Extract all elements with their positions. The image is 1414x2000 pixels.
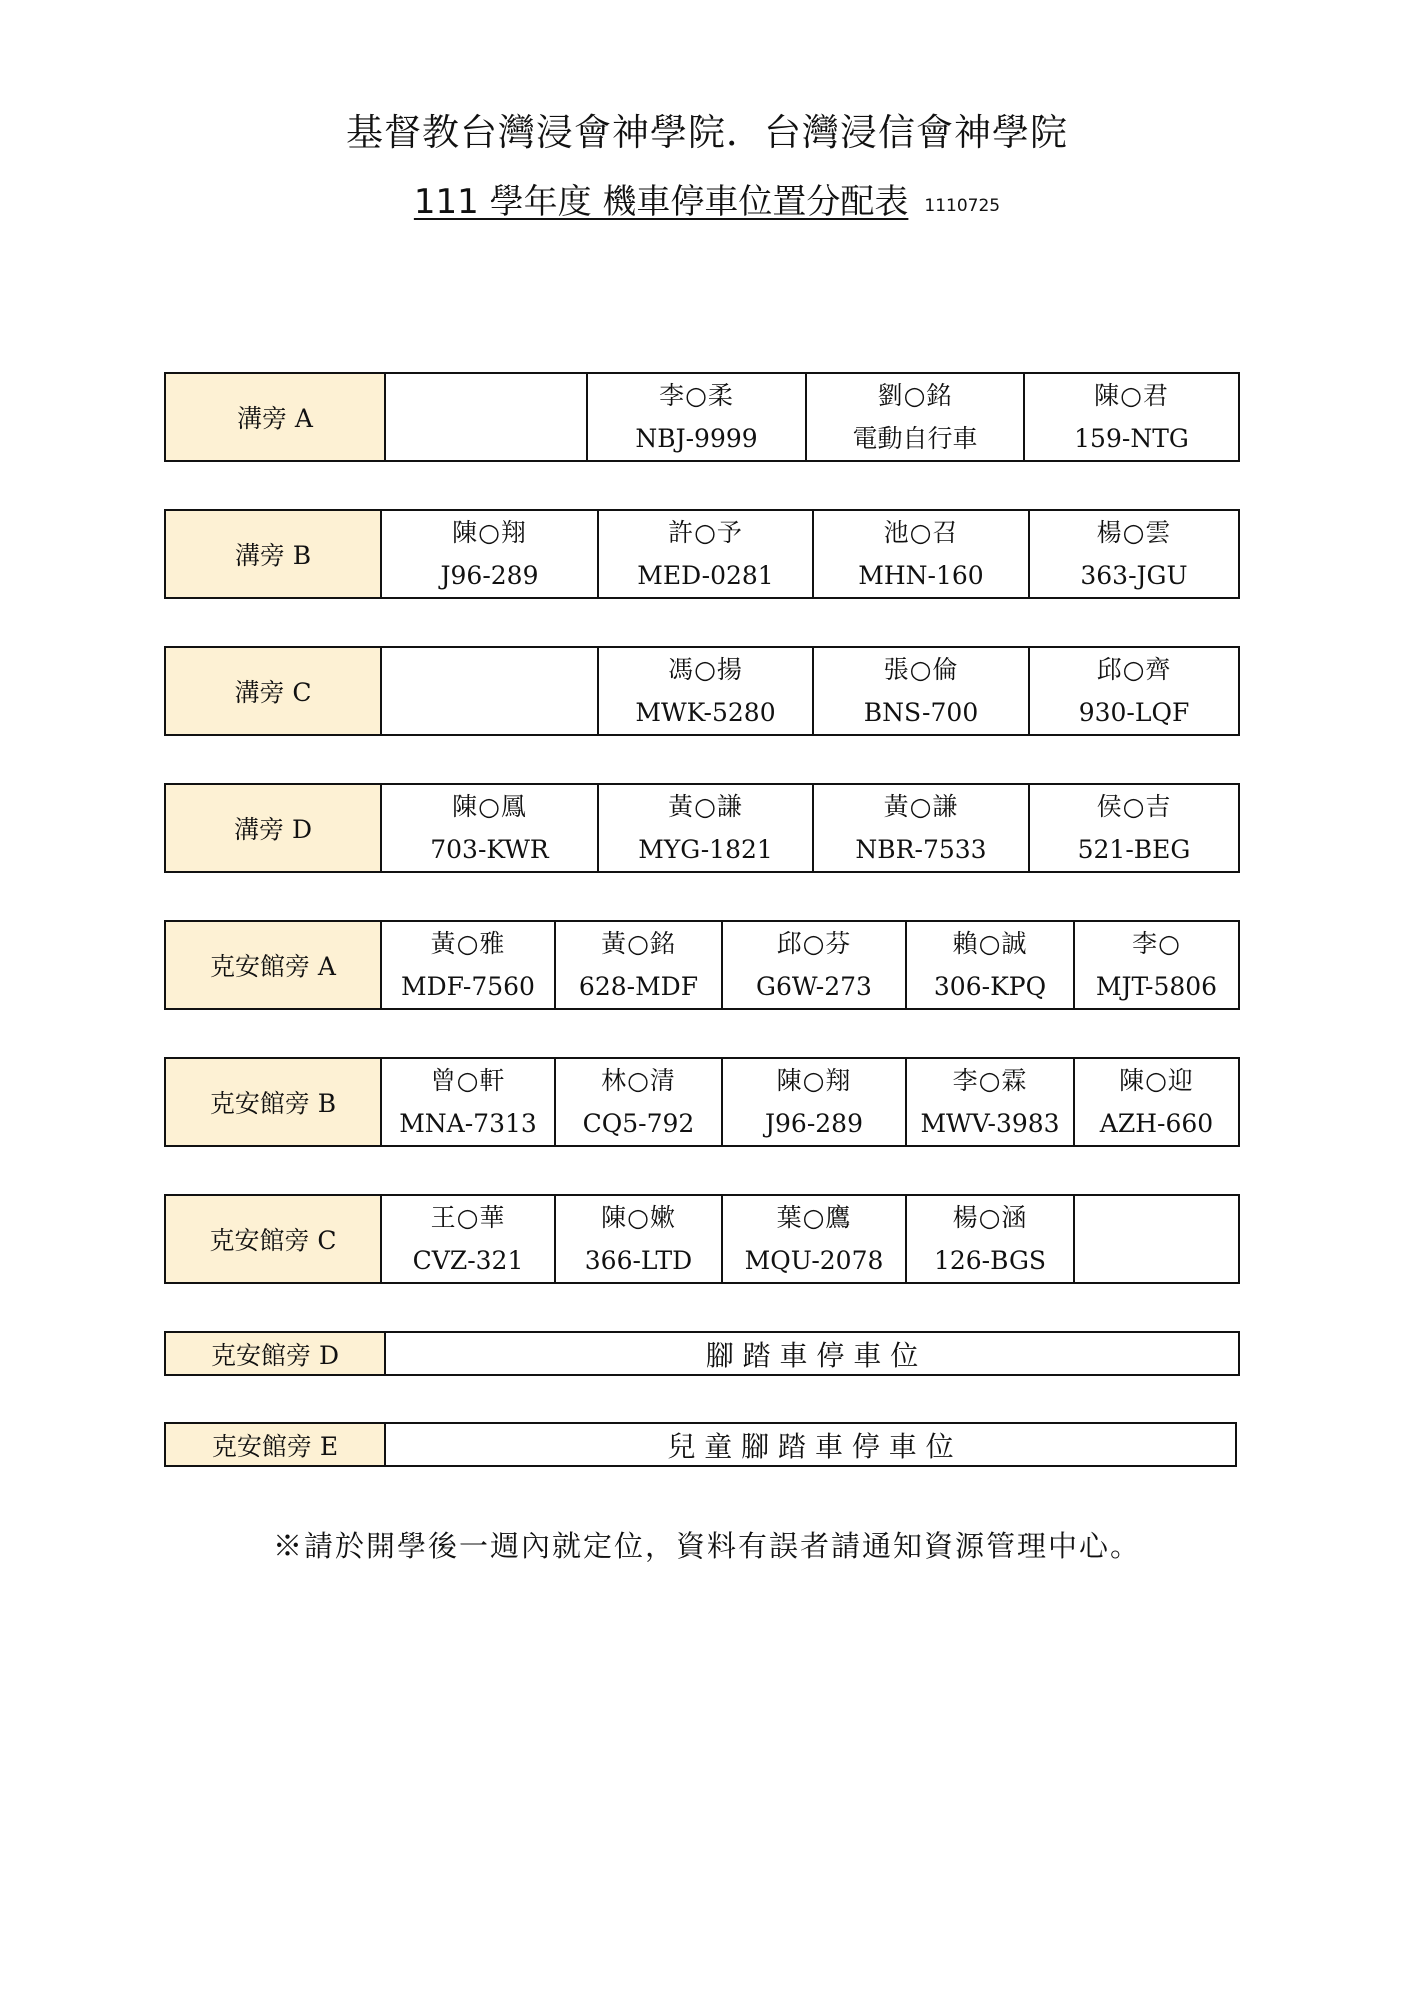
plate-number: 306-KPQ (933, 972, 1047, 1001)
row-label: 溝旁 C (166, 648, 382, 734)
parking-slot (1073, 922, 1238, 1008)
plate-number: MWK-5280 (635, 698, 776, 727)
plate-number: J96-289 (765, 1109, 863, 1138)
footnote: ※請於開學後一週內就定位，資料有誤者請通知資源管理中心。 (272, 1529, 1141, 1563)
parking-slot (554, 922, 721, 1008)
owner-name: 黃○謙 (883, 792, 959, 821)
parking-row-kean-e (164, 1422, 1237, 1467)
plate-number: NBR-7533 (855, 835, 987, 864)
parking-slot (382, 511, 597, 597)
row-label: 克安館旁 D (166, 1333, 386, 1374)
parking-slot (554, 1196, 721, 1282)
plate-number: NBJ-9999 (635, 424, 758, 453)
parking-slot (1028, 785, 1238, 871)
plate-number: 703-KWR (430, 835, 549, 864)
owner-name: 楊○涵 (952, 1203, 1028, 1232)
parking-slot (382, 785, 597, 871)
owner-name: 賴○誠 (952, 929, 1028, 958)
parking-slot (597, 648, 812, 734)
parking-row-gutter-d (164, 783, 1240, 873)
parking-slot-empty (386, 374, 586, 460)
parking-slot-empty (1073, 1196, 1238, 1282)
owner-name: 陳○翔 (776, 1066, 852, 1095)
plate-number: MQU-2078 (744, 1246, 884, 1275)
row-label: 克安館旁 C (166, 1196, 382, 1282)
plate-number: CQ5-792 (582, 1109, 695, 1138)
owner-name: 邱○齊 (1096, 655, 1172, 684)
owner-name: 黃○銘 (601, 929, 676, 958)
plate-number: MDF-7560 (401, 972, 535, 1001)
owner-name: 陳○翔 (452, 518, 527, 547)
parking-slot (382, 1196, 554, 1282)
row-label: 溝旁 A (166, 374, 386, 460)
parking-slot (812, 648, 1028, 734)
parking-row-kean-b (164, 1057, 1240, 1147)
parking-row-gutter-a (164, 372, 1240, 462)
parking-slot (721, 1059, 905, 1145)
owner-name: 許○予 (668, 518, 743, 547)
owner-name: 曾○軒 (430, 1066, 506, 1095)
document-subtitle (0, 174, 1414, 223)
plate-number: CVZ-321 (412, 1246, 524, 1275)
plate-number: MNA-7313 (399, 1109, 537, 1138)
parking-slot (1028, 511, 1238, 597)
owner-name: 李○ (1132, 929, 1181, 958)
child-bicycle-parking-label: 兒 童 腳 踏 車 停 車 位 (667, 1429, 954, 1463)
owner-name: 林○清 (601, 1066, 676, 1095)
plate-number: 電動自行車 (852, 424, 978, 453)
plate-number: G6W-273 (756, 972, 872, 1001)
parking-slot (554, 1059, 721, 1145)
parking-slot (721, 1196, 905, 1282)
plate-number: MYG-1821 (638, 835, 773, 864)
parking-slot (812, 511, 1028, 597)
plate-number: 521-BEG (1077, 835, 1191, 864)
parking-slot (905, 922, 1073, 1008)
owner-name: 陳○嫰 (601, 1203, 676, 1232)
plate-number: MHN-160 (858, 561, 984, 590)
plate-number: 159-NTG (1074, 424, 1189, 453)
parking-slot (586, 374, 805, 460)
parking-slot (382, 1059, 554, 1145)
plate-number: 366-LTD (584, 1246, 693, 1275)
revision-code: 1110725 (924, 196, 1001, 216)
owner-name: 劉○銘 (877, 381, 953, 410)
document-title: 基督教台灣浸會神學院．台灣浸信會神學院 (346, 111, 1068, 154)
bicycle-parking-label: 腳 踏 車 停 車 位 (705, 1338, 919, 1372)
owner-name: 馮○揚 (668, 655, 743, 684)
row-label: 溝旁 D (166, 785, 382, 871)
plate-number: MJT-5806 (1095, 972, 1218, 1001)
owner-name: 陳○迎 (1119, 1066, 1194, 1095)
parking-slot (905, 1196, 1073, 1282)
plate-number: MED-0281 (637, 561, 774, 590)
row-label: 溝旁 B (166, 511, 382, 597)
plate-number: 930-LQF (1078, 698, 1190, 727)
parking-row-kean-d (164, 1331, 1240, 1376)
parking-slot (597, 511, 812, 597)
parking-slot (812, 785, 1028, 871)
owner-name: 李○柔 (659, 381, 734, 410)
owner-name: 侯○吉 (1096, 792, 1172, 821)
parking-slot (1023, 374, 1238, 460)
owner-name: 楊○雲 (1096, 518, 1172, 547)
plate-number: 126-BGS (933, 1246, 1047, 1275)
owner-name: 張○倫 (883, 655, 959, 684)
parking-slot-empty (382, 648, 597, 734)
owner-name: 王○華 (430, 1203, 506, 1232)
parking-slot (1028, 648, 1238, 734)
plate-number: J96-289 (440, 561, 539, 590)
plate-number: 628-MDF (578, 972, 699, 1001)
parking-row-kean-a (164, 920, 1240, 1010)
owner-name: 黃○謙 (668, 792, 743, 821)
parking-slot (1073, 1059, 1238, 1145)
owner-name: 李○霖 (952, 1066, 1028, 1095)
parking-slot (721, 922, 905, 1008)
owner-name: 陳○君 (1094, 381, 1169, 410)
owner-name: 邱○芬 (776, 929, 852, 958)
table-title: 111 學年度 機車停車位置分配表 (413, 182, 909, 222)
parking-slot (382, 922, 554, 1008)
parking-row-kean-c (164, 1194, 1240, 1284)
plate-number: MWV-3983 (920, 1109, 1060, 1138)
owner-name: 陳○鳳 (452, 792, 527, 821)
row-label: 克安館旁 E (166, 1424, 386, 1465)
row-label: 克安館旁 A (166, 922, 382, 1008)
parking-row-gutter-c (164, 646, 1240, 736)
plate-number: BNS-700 (863, 698, 979, 727)
plate-number: 363-JGU (1080, 561, 1188, 590)
row-label: 克安館旁 B (166, 1059, 382, 1145)
plate-number: AZH-660 (1099, 1109, 1214, 1138)
owner-name: 池○召 (883, 518, 959, 547)
parking-slot (905, 1059, 1073, 1145)
owner-name: 葉○鷹 (776, 1203, 852, 1232)
owner-name: 黃○雅 (430, 929, 506, 958)
parking-slot (597, 785, 812, 871)
parking-row-gutter-b (164, 509, 1240, 599)
parking-slot (805, 374, 1023, 460)
